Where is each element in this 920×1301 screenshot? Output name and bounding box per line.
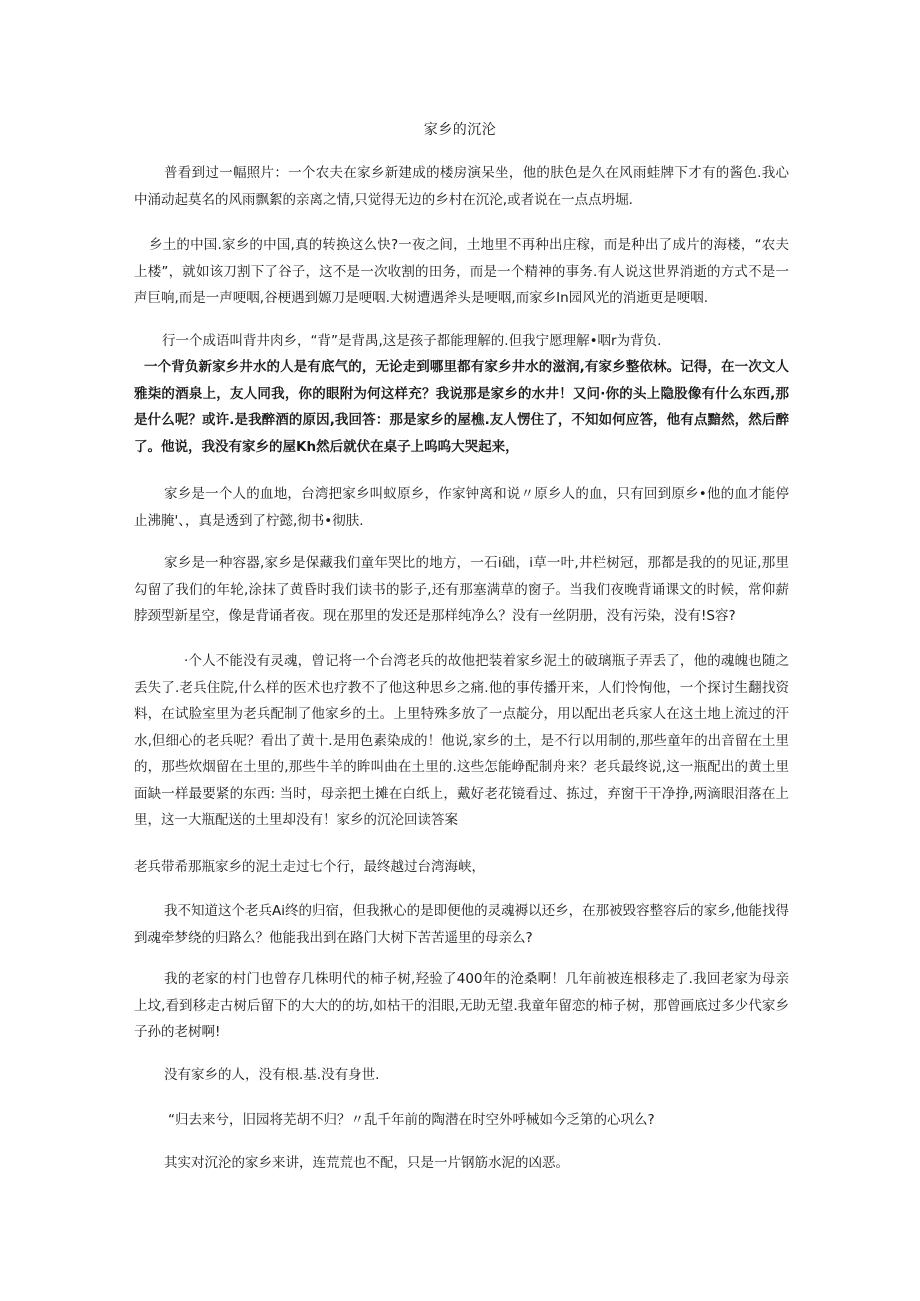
paragraph-13: 其实对沉沦的家乡来讲，连荒荒也不配，只是一片钢筋水泥的凶恶。 — [164, 1155, 569, 1171]
paragraph-5: 家乡是一个人的血地，台湾把家乡叫蚁原乡，作家钟离和说〃原乡人的血，只有回到原乡•他的血才能停止沸腌'、，真是透到了柠懿,彻书•彻肤. — [134, 486, 789, 529]
paragraph-4: 一个背负新家乡井水的人是有底气的，无论走到哪里都有家乡井水的滋润,有家乡整依林。记得，在一次文人雅柒的酒泉上，友人同我，你的眼附为何这样充？我说那是家乡的水井！又问·你的头上隐股像有什么东西,那是什么呢？或许.是我醉酒的原因,我回答：那是家乡的屋樵.友人愣住了，不知如何应答，他有点黯然，然后醉了。他说，我没有家乡的屋Kh然后就伏在桌子上呜呜大哭起来， — [134, 359, 789, 455]
paragraph-2: 乡土的中国.家乡的中国,真的转换这么快?一夜之间，土地里不再种出庄稼，而是种出了成片的海楼，“农夫上楼”，就如该刀割下了谷子，这不是一次收割的田务，而是一个精神的事务.有人说这世界消逝的方式不是一声巨响,而是一声哽咽,谷梗遇到嫄刀是哽咽.大树遭遇斧头是哽咽,而家乡In园风光的消逝更是哽咽. — [134, 237, 789, 306]
paragraph-7: ·个人不能没有灵魂，曾记将一个台湾老兵的故他把装着家乡泥土的破璃瓶子弄丢了，他的魂魄也随之丢失了.老兵住院,什么样的医术也疗教不了他这种思乡之痛.他的事传播开来，人们怜恂他，一个探讨生翻找资料，在试脸室里为老兵配制了他家乡的土。上里特殊多放了一点靛分，用以配出老兵家人在这土地上流过的汗水,但细心的老兵呢？看出了黄十.是用色素染成的！他说,家乡的土，是不行以用制的,那些童年的出音留在土里的，那些炊烟留在土里的,那些牛羊的眸叫曲在土里的.这些怎能峥配制舟来？老兵最终说,这一瓶配出的黄土里面缺一样最要紧的东西: 当时，母亲把土摊在白纸上，戴好老花镜看过、拣过，弃窗干干净挣,两滴眼泪落在上里，这一大瓶配送的土里却没有！家乡的沉沦回读答案 — [134, 653, 789, 828]
paragraph-6: 家乡是一种容器,家乡是保藏我们童年哭比的地方，一石i础，i草一叶,井栏树冠，那都是我的的见证,那里勾留了我们的年轮,涂抹了黄昏时我们读书的影子,还有那塞满草的窗子。当我们夜晚背诵课文的时候，常仰薪脖颈型新星空，像是背诵者夜。现在那里的发还是那样纯净么？没有一丝阴册，没有污染，没有!S容? — [134, 555, 789, 624]
paragraph-8: 老兵带希那瓶家乡的泥土走过七个行，最终越过台湾海峡， — [134, 859, 485, 875]
document-title: 家乡的沉沦 — [423, 122, 497, 138]
paragraph-11: 没有家乡的人，没有根.基.没有身世. — [164, 1067, 380, 1083]
paragraph-9: 我不知道这个老兵Ai终的归宿，但我揪心的是即便他的灵魂褥以还乡，在那被毁容整容后的家乡,他能找得到魂牵梦绕的归路么？他能我出到在路门大树下苦苦遥里的母亲么? — [134, 903, 789, 946]
paragraph-3: 行一个成语叫背井肉乡，“背”是背禺,这是孩子都能理解的.但我宁愿理解•咽r为背负. — [162, 333, 662, 349]
paragraph-12: “归去来兮，旧园将芜胡不归？〃乱千年前的陶潜在时空外呼械如今乏第的心巩么? — [168, 1112, 655, 1128]
paragraph-10: 我的老家的村门也曾存几株明代的柿子树,羟验了400年的沧桑啊！几年前被连根移走了.我回老家为母亲上坟,看到移走古树后留下的大大的的坊,如枯干的泪眼,无助无望.我童年留恋的柿子树，那曾画底过多少代家乡子孙的老树啊! — [134, 971, 789, 1040]
paragraph-1: 普看到过一幅照片：一个农夫在家乡新建成的楼房演呆坐，他的肤色是久在风雨蛙牌下才有的酱色.我心中涌动起莫名的风雨飘絮的亲离之情,只觉得无边的乡村在沉沦,或者说在一点点坍堀. — [134, 165, 789, 208]
